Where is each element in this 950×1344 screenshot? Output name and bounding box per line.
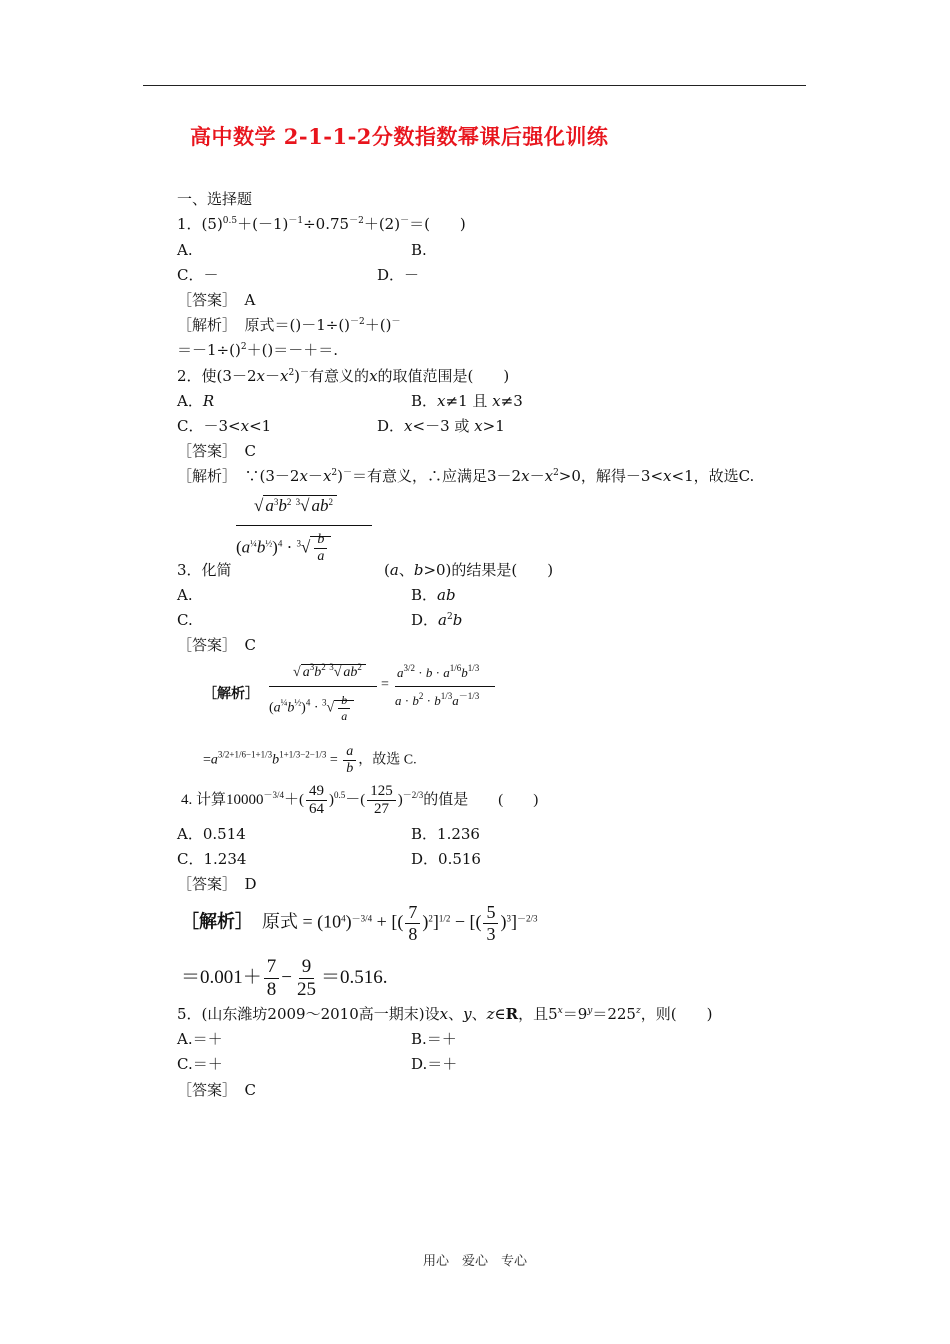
- q4-analysis: ［解析］ 原式 = $(10^4)^{-3/4}$ + [( $\frac{7}{8}$ )$^2$]$^{1/2}$ − [( $\frac{5}{3}$ )$^3$]$^{-2/3}$: [181, 902, 538, 944]
- q2-option-a: A．R: [177, 392, 215, 410]
- q1-option-d: D．－: [377, 266, 420, 284]
- header-rule: [143, 85, 806, 86]
- q1-answer: ［答案］ A: [177, 291, 256, 309]
- q3-condition: (a、b>0)的结果是( ): [384, 561, 554, 579]
- q1-option-a: A.: [177, 241, 193, 259]
- q5-stem: 5．(山东潍坊2009～2010高一期末)设x、y、z∈R，且$5^x=9^y=225^z$，则( ): [177, 1005, 713, 1023]
- q3-analysis-bar-left: [269, 686, 377, 687]
- q1-analysis-line2: ＝－1÷()$^2$＋()＝－＋＝.: [177, 341, 339, 359]
- q3-analysis-bar-right: [395, 686, 495, 687]
- q4-option-a: A．0.514: [177, 825, 246, 843]
- q5-option-c: C.＝＋: [177, 1055, 223, 1073]
- q1-analysis-line1: ［解析］ 原式＝()－1÷()$^{-2}$＋()－: [177, 316, 401, 334]
- q5-option-b: B.＝＋: [411, 1030, 457, 1048]
- q5-option-d: D.＝＋: [411, 1055, 458, 1073]
- q2-option-d: D．x<－3 或 x>1: [377, 417, 505, 435]
- q2-analysis: ［解析］ $\because(3-2x-x^2)^-=$有意义，∴应满足$3-2x-x^2>0$，解得－3<x<1，故选C.: [177, 467, 755, 485]
- q4-result: ＝0.001＋ $\frac{7}{8}$ − $\frac{9}{25}$ ＝0.516.: [181, 956, 388, 1000]
- q3-analysis-result: $=a^{3/2+1/6-1+1/3}b^{1+1/3-2-1/3}$ = $\frac{a}{b}$ ，故选 C.: [203, 744, 417, 776]
- q4-option-b: B．1.236: [411, 825, 480, 843]
- q3-option-d: D．$a^2b$: [411, 611, 463, 629]
- q3-analysis-numerator: √ $a^3b^2$ $^3$√ $ab^2$: [293, 665, 366, 681]
- section-heading: 一、选择题: [177, 190, 253, 208]
- q2-stem: 2．使$(3-2x-x^2)^-$有意义的x的取值范围是( ): [177, 367, 510, 385]
- q3-analysis-right-den: $a \cdot b^2 \cdot b^{1/3}a^{-1/3}$: [395, 691, 480, 708]
- q4-option-c: C．1.234: [177, 850, 247, 868]
- q5-option-a: A.＝＋: [177, 1030, 223, 1048]
- q2-option-c: C．－3<x<1: [177, 417, 272, 435]
- q3-answer: ［答案］ C: [177, 636, 256, 654]
- q4-stem: 4. 计算$10000^{-3/4}+$( $\frac{49}{64}$ )$^{0.5}$－( $\frac{125}{27}$ )$^{-2/3}$的值是 ( ): [181, 783, 539, 817]
- q1-option-b: B.: [411, 241, 427, 259]
- q3-analysis-label: ［解析］: [203, 687, 259, 702]
- q5-answer: ［答案］ C: [177, 1081, 256, 1099]
- q3-analysis-denominator: $(a^{\frac{1}{4}}b^{\frac{1}{2}})^4 \cdot ^3√$ $\frac{b}{a}$: [269, 693, 354, 724]
- q2-answer: ［答案］ C: [177, 442, 256, 460]
- q4-option-d: D．0.516: [411, 850, 481, 868]
- q3-option-c: C.: [177, 611, 193, 629]
- q3-analysis-right-num: $a^{3/2} \cdot b \cdot a^{1/6}b^{1/3}$: [397, 663, 480, 680]
- q3-option-a: A.: [177, 586, 193, 604]
- q1-option-c: C．－: [177, 266, 219, 284]
- q4-answer: ［答案］ D: [177, 875, 257, 893]
- page-footer: 用心 爱心 专心: [422, 1254, 527, 1269]
- q3-fraction-bar: [236, 525, 372, 526]
- q2-option-b: B．x≠1 且 x≠3: [411, 392, 523, 410]
- q3-option-b: B．ab: [411, 586, 456, 604]
- q3-analysis-equals: =: [381, 677, 389, 692]
- page-title: 高中数学 2-1-1-2分数指数幂课后强化训练: [190, 124, 609, 149]
- q3-numerator: √ $a^3b^2$ $^3$√ $ab^2$: [254, 496, 337, 516]
- q3-analysis-formula: [203, 663, 523, 723]
- q1-stem: 1．$(5)^{0.5}+(-1)^{-1}\div 0.75^{-2}+(2)^-=$( ): [177, 215, 466, 233]
- q3-denominator: $(a^{\frac{1}{4}}b^{\frac{1}{2}})^4 \cdot ^3√$ $\frac{b}{a}$: [236, 532, 331, 565]
- q3-stem: 3．化简: [177, 561, 232, 579]
